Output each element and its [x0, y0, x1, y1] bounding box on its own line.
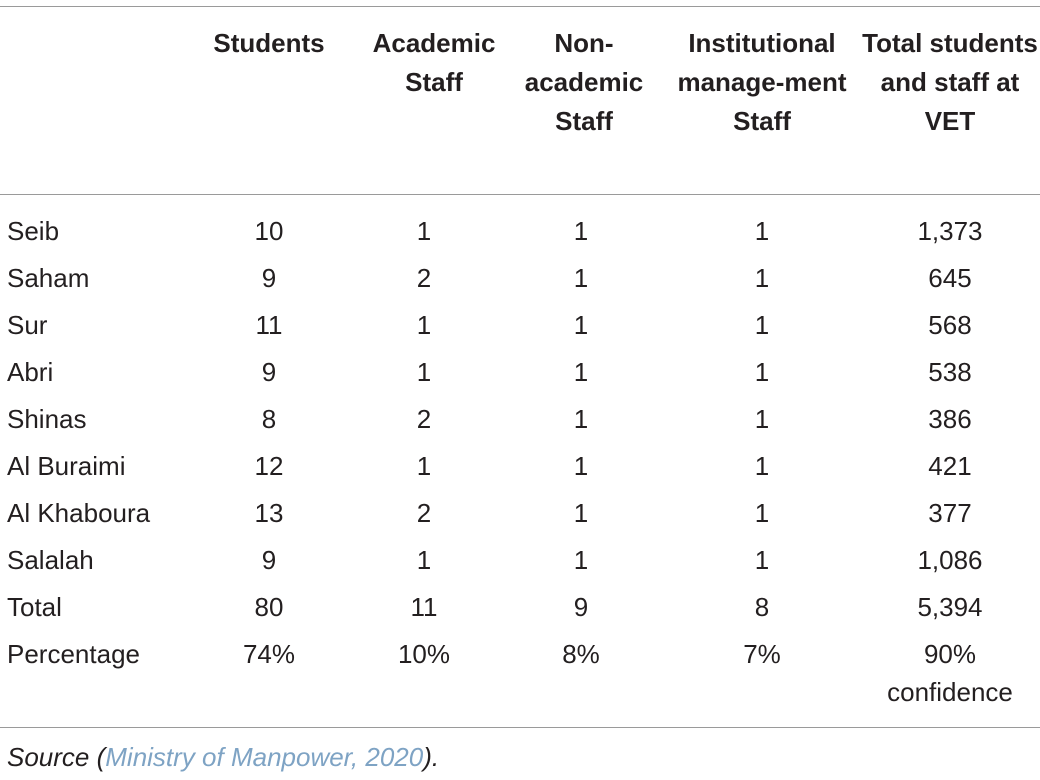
percentage-row	[0, 635, 1040, 713]
header-total-students-and-staff: Total students and staff at VET	[862, 28, 1038, 136]
row-label: Shinas	[7, 404, 87, 434]
cell-total: 421	[928, 451, 972, 481]
cell-management: 1	[754, 263, 770, 293]
cell-non-academic: 1	[573, 357, 589, 387]
cell-students: 80	[254, 592, 284, 622]
cell-non-academic: 1	[573, 404, 589, 434]
table-row	[0, 400, 1040, 447]
row-label: Saham	[7, 263, 90, 293]
cell-students: 8	[261, 404, 277, 434]
cell-total: 538	[928, 357, 972, 387]
table-row	[0, 494, 1040, 541]
cell-management: 1	[754, 545, 770, 575]
cell-non-academic: 1	[573, 263, 589, 293]
cell-academic: 1	[416, 357, 432, 387]
cell-academic: 1	[416, 310, 432, 340]
cell-total: 568	[928, 310, 972, 340]
cell-academic: 1	[416, 545, 432, 575]
cell-students: 9	[261, 263, 277, 293]
cell-total: 377	[928, 498, 972, 528]
cell-non-academic: 1	[573, 310, 589, 340]
cell-non-academic: 1	[573, 216, 589, 246]
source-suffix: ).	[423, 742, 440, 772]
total-row	[0, 588, 1040, 635]
table-row	[0, 447, 1040, 494]
cell-management: 7%	[743, 639, 781, 669]
cell-academic: 1	[416, 451, 432, 481]
header-students: Students	[213, 28, 325, 58]
cell-total: 645	[928, 263, 972, 293]
header-institutional-management-staff: Institutional manage-ment Staff	[677, 28, 847, 136]
cell-management: 1	[754, 498, 770, 528]
cell-students: 9	[261, 357, 277, 387]
row-label: Total	[7, 592, 62, 622]
cell-students: 11	[255, 310, 283, 340]
cell-management: 1	[754, 310, 770, 340]
cell-management: 1	[754, 404, 770, 434]
cell-non-academic: 1	[573, 545, 589, 575]
cell-academic: 2	[416, 498, 432, 528]
header-academic-staff: Academic Staff	[372, 28, 496, 97]
row-label: Abri	[7, 357, 54, 387]
table-row	[0, 259, 1040, 306]
table-row	[0, 306, 1040, 353]
row-label: Al Khaboura	[7, 498, 151, 528]
cell-students: 74%	[242, 639, 296, 669]
cell-academic: 1	[416, 216, 432, 246]
cell-students: 12	[254, 451, 284, 481]
cell-total: 386	[928, 404, 972, 434]
cell-academic: 10%	[397, 639, 451, 669]
header-row	[0, 0, 1040, 194]
cell-students: 9	[261, 545, 277, 575]
cell-total: 1,373	[917, 216, 983, 246]
cell-academic: 2	[416, 263, 432, 293]
cell-total: 90% confidence	[887, 639, 1013, 707]
cell-students: 13	[254, 498, 284, 528]
cell-management: 1	[754, 357, 770, 387]
table-row	[0, 194, 1040, 259]
table-row	[0, 541, 1040, 588]
row-label: Salalah	[7, 545, 94, 575]
source-note	[7, 738, 439, 776]
cell-total: 5,394	[917, 592, 983, 622]
source-prefix: Source (	[7, 742, 106, 772]
cell-management: 1	[754, 216, 770, 246]
cell-academic: 2	[416, 404, 432, 434]
cell-non-academic: 1	[573, 498, 589, 528]
cell-students: 10	[254, 216, 284, 246]
cell-non-academic: 9	[573, 592, 589, 622]
row-label: Seib	[7, 216, 60, 246]
table-bottom-rule	[0, 727, 1040, 728]
cell-non-academic: 8%	[562, 639, 600, 669]
cell-non-academic: 1	[573, 451, 589, 481]
cell-management: 1	[754, 451, 770, 481]
cell-total: 1,086	[917, 545, 983, 575]
cell-academic: 11	[410, 592, 438, 622]
row-label: Sur	[7, 310, 48, 340]
row-label: Al Buraimi	[7, 451, 126, 481]
table-row	[0, 353, 1040, 400]
header-blank	[0, 0, 188, 194]
source-citation-link[interactable]: Ministry of Manpower, 2020	[105, 742, 424, 772]
header-non-academic-staff: Non-academic Staff	[524, 28, 644, 136]
row-label: Percentage	[7, 639, 140, 669]
cell-management: 8	[754, 592, 770, 622]
